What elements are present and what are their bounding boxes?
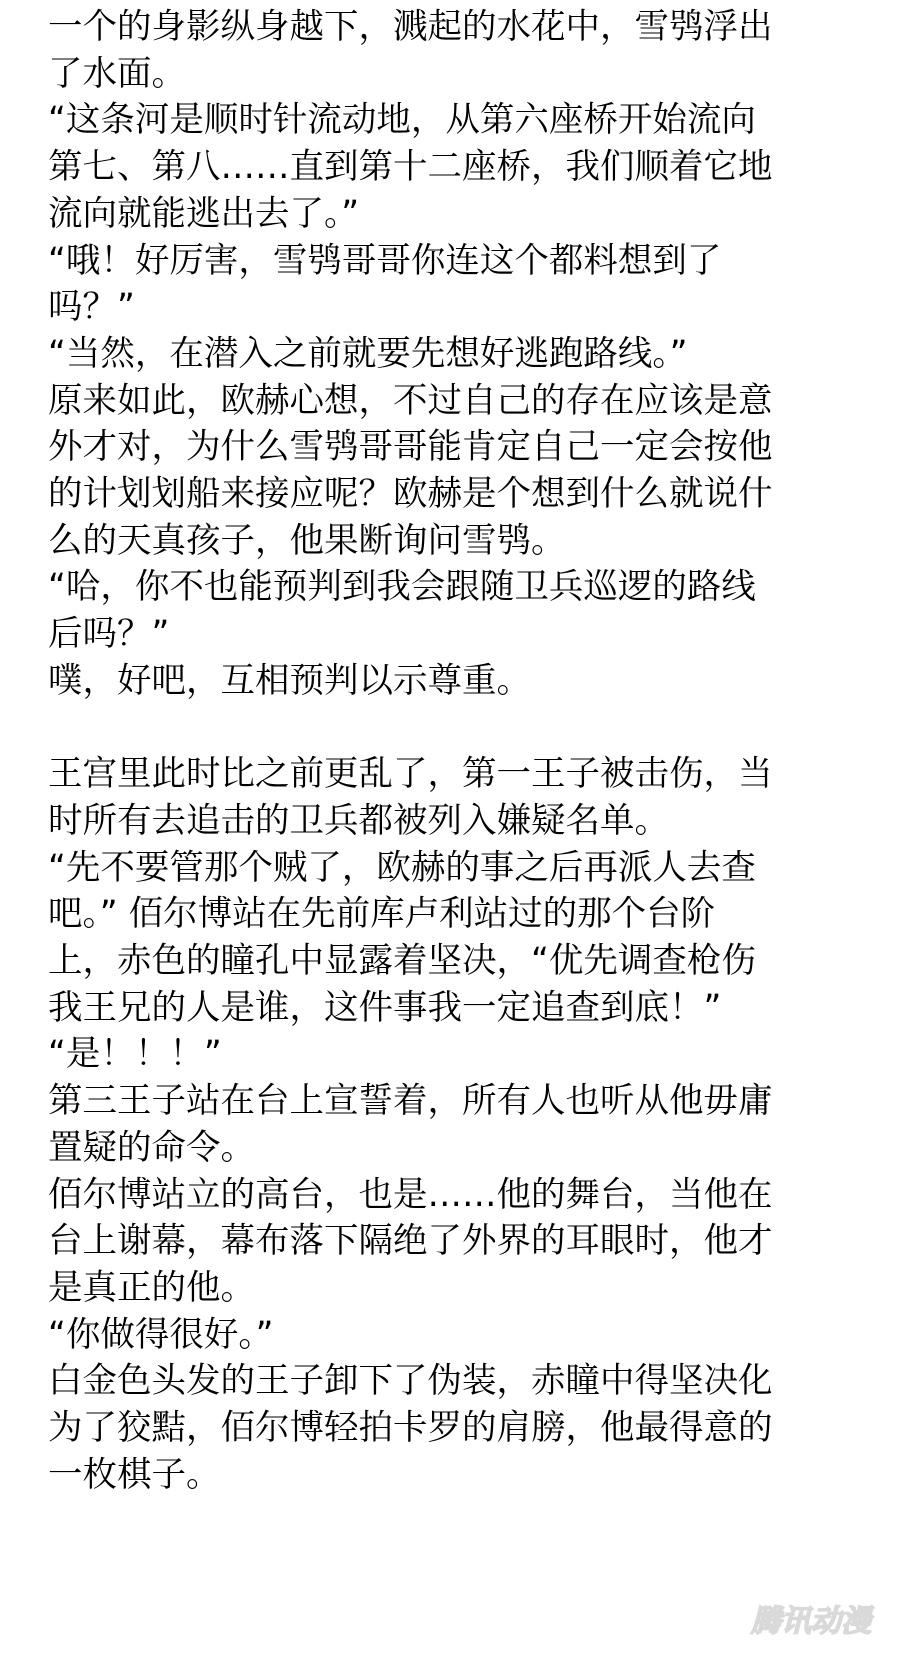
text-line: 一个的身影纵身越下，溅起的水花中，雪鸮浮出 [48,7,773,47]
text-line: 是真正的他。 [48,1267,255,1308]
watermark-logo [736,1601,886,1641]
text-line: “是！！！” [48,1034,222,1075]
story-text [48,4,848,1498]
watermark-icon [736,1601,886,1641]
text-line: 了水面。 [48,53,186,94]
text-line: 第三王子站在台上宣誓着，所有人也听从他毋庸 [48,1081,773,1122]
text-line: 原来如此，欧赫心想，不过自己的存在应该是意 [48,380,773,421]
text-line: 吧。” 佰尔博站在先前库卢利站过的那个台阶 [48,894,716,935]
text-line: 第七、第八……直到第十二座桥，我们顺着它地 [48,147,773,188]
text-line: 上，赤色的瞳孔中显露着坚决，“优先调查枪伤 [48,941,756,982]
text-line: 外才对，为什么雪鸮哥哥能肯定自己一定会按他 [48,427,773,468]
text-line: 噗，好吧，互相预判以示尊重。 [48,660,531,701]
text-line: 时所有去追击的卫兵都被列入嫌疑名单。 [48,800,669,841]
text-line: 为了狡黠，佰尔博轻拍卡罗的肩膀，他最得意的 [48,1408,773,1449]
watermark-text: 腾讯动漫 [751,1604,871,1639]
text-line: 佰尔博站立的高台，也是……他的舞台，当他在 [48,1174,773,1215]
text-line: “哦！好厉害，雪鸮哥哥你连这个都料想到了 [48,240,722,281]
text-line: “这条河是顺时针流动地，从第六座桥开始流向 [48,100,756,141]
text-line: 么的天真孩子，他果断询问雪鸮。 [48,520,566,561]
text-line: 置疑的命令。 [48,1127,255,1168]
text-line: 吗？” [48,287,135,328]
text-line: 流向就能逃出去了。” [48,193,360,234]
text-line: 一枚棋子。 [48,1454,221,1495]
text-line: 后吗？” [48,614,170,655]
paragraph-gap [48,705,848,752]
text-line: 的计划划船来接应呢？欧赫是个想到什么就说什 [48,474,773,515]
text-line: 台上谢幕，幕布落下隔绝了外界的耳眼时，他才 [48,1221,773,1262]
text-line: “当然，在潜入之前就要先想好逃跑路线。” [48,333,688,374]
text-line: “先不要管那个贼了，欧赫的事之后再派人去查 [48,847,756,888]
text-line: “你做得很好。” [48,1314,274,1355]
text-line: “哈，你不也能预判到我会跟随卫兵巡逻的路线 [48,567,756,608]
text-line: 白金色头发的王子卸下了伪装，赤瞳中得坚决化 [48,1361,773,1402]
text-line: 王宫里此时比之前更乱了，第一王子被击伤，当 [48,754,773,795]
text-line: 我王兄的人是谁，这件事我一定追查到底！” [48,987,722,1028]
